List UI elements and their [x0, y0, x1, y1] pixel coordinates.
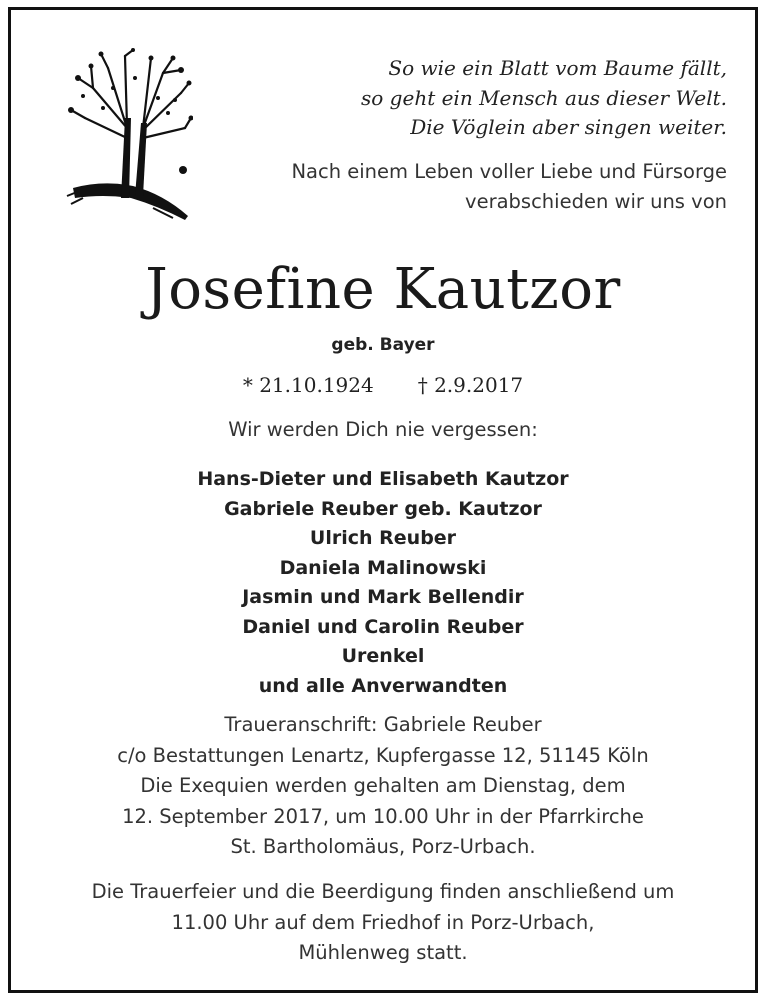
address-line: 12. September 2017, um 10.00 Uhr in der Pfarrkirche	[122, 804, 644, 828]
address-line: Traueranschrift: Gabriele Reuber	[224, 713, 542, 736]
tree-illustration-icon	[63, 48, 193, 223]
mourner: Hans-Dieter und Elisabeth Kautzor	[197, 468, 569, 490]
mourner: Jasmin und Mark Bellendir	[242, 586, 524, 608]
mourner: Urenkel	[341, 645, 425, 667]
life-dates	[11, 370, 755, 400]
address-line: Die Exequien werden gehalten am Dienstag, dem	[140, 774, 626, 797]
poem-line: Die Vöglein aber singen weiter.	[410, 115, 727, 139]
burial-line: Die Trauerfeier und die Beerdigung finden anschließend um	[91, 880, 675, 903]
maiden-name: geb. Bayer	[331, 335, 435, 355]
poem-line: So wie ein Blatt vom Baume fällt,	[388, 56, 727, 80]
poem	[247, 54, 727, 143]
address-line: c/o Bestattungen Lenartz, Kupfergasse 12, 51145 Köln	[117, 743, 649, 767]
intro-text	[207, 157, 727, 216]
mourner: Gabriele Reuber geb. Kautzor	[224, 497, 542, 520]
death-date: † 2.9.2017	[417, 373, 524, 397]
poem-line: so geht ein Mensch aus dieser Welt.	[361, 85, 727, 110]
address-line: St. Bartholomäus, Porz-Urbach.	[230, 835, 536, 858]
burial-info	[11, 877, 755, 969]
mourners-list	[11, 465, 755, 701]
address-block	[11, 710, 755, 863]
mourner: Daniela Malinowski	[279, 556, 487, 579]
intro-line: Nach einem Leben voller Liebe und Fürsorge	[291, 160, 727, 183]
deceased-name: Josefine Kautzor	[145, 257, 621, 322]
burial-line: Mühlenweg statt.	[298, 941, 468, 964]
mourner: und alle Anverwandten	[258, 674, 508, 697]
mourner: Daniel und Carolin Reuber	[242, 615, 524, 638]
burial-line: 11.00 Uhr auf dem Friedhof in Porz-Urbach,	[171, 910, 595, 934]
intro-line: verabschieden wir uns von	[465, 189, 727, 213]
remembrance-text: Wir werden Dich nie vergessen:	[228, 418, 538, 441]
obituary-notice	[8, 7, 758, 993]
birth-date: * 21.10.1924	[242, 373, 374, 397]
mourner: Ulrich Reuber	[309, 527, 457, 549]
